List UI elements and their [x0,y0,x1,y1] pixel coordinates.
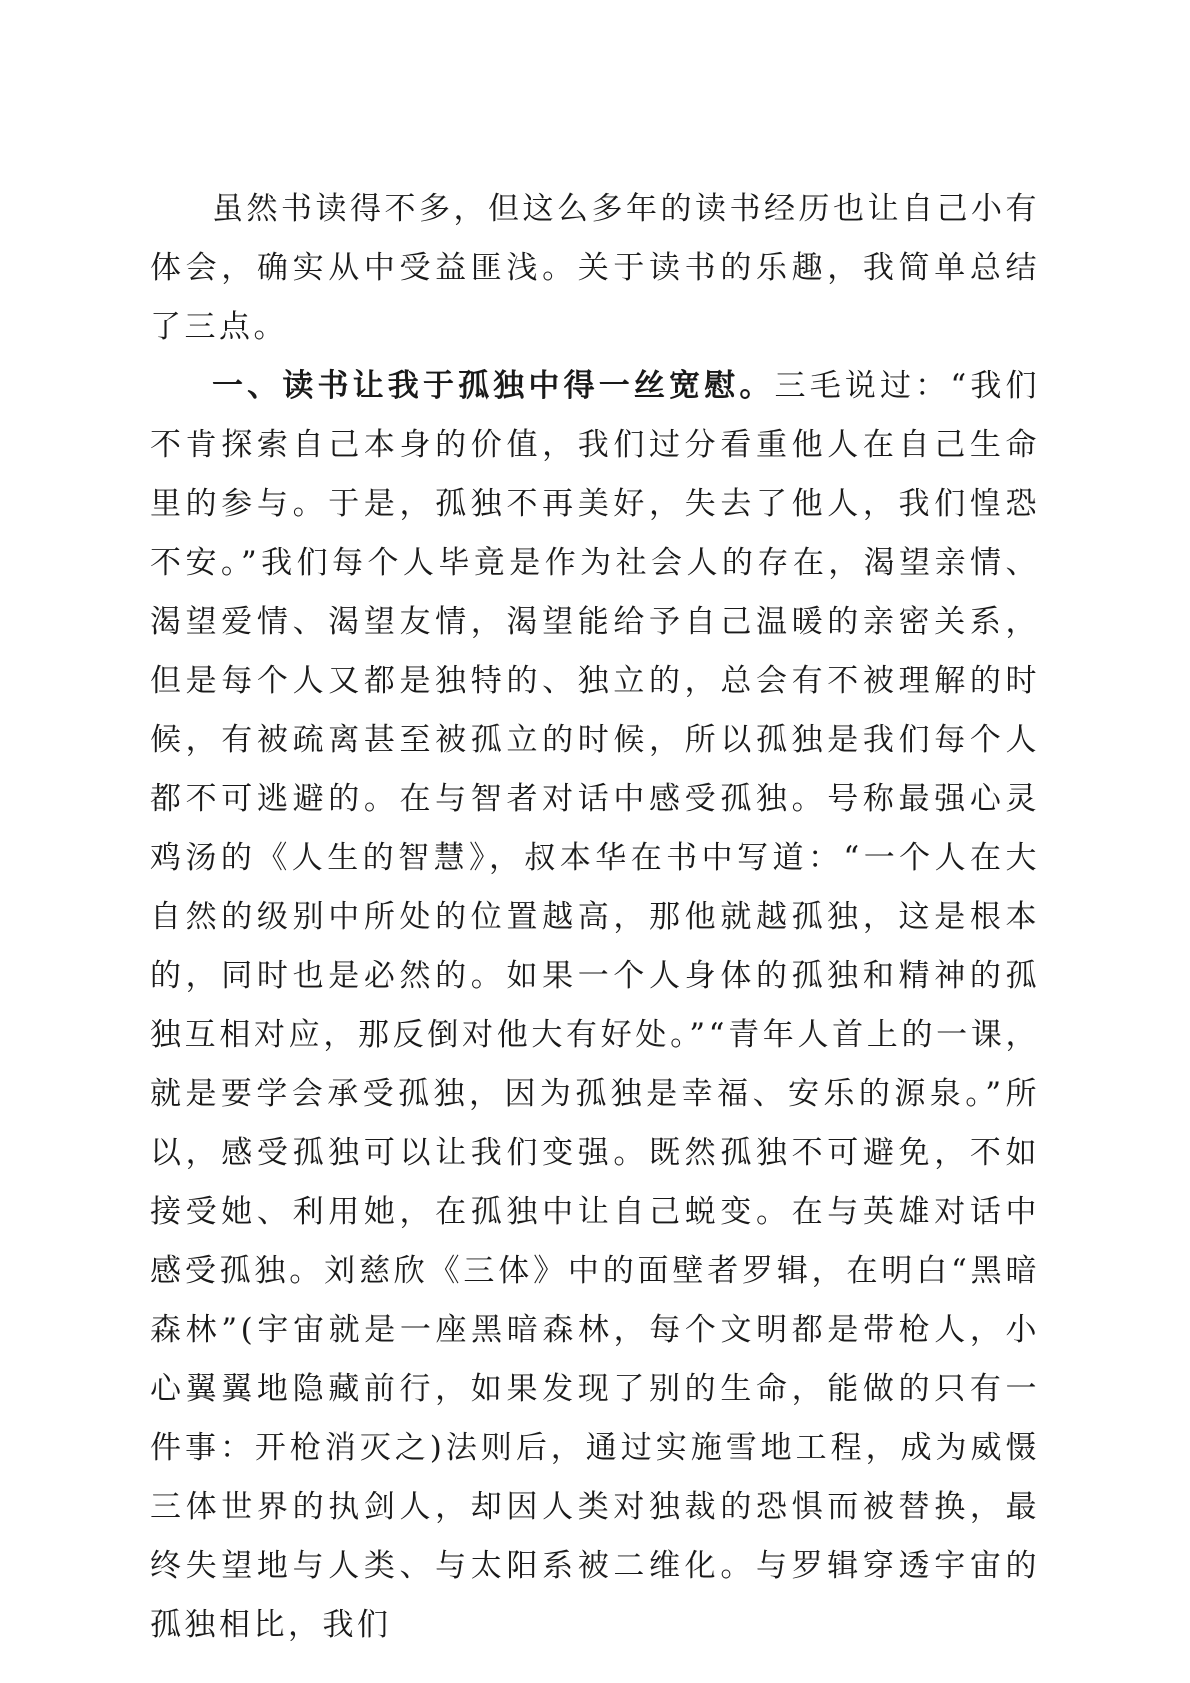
intro-paragraph-text: 虽然书读得不多，但这么多年的读书经历也让自己小有体会，确实从中受益匪浅。关于读书的乐趣，我简单总结了三点。 [150,191,1040,345]
intro-paragraph [150,180,1040,357]
section-one-heading: 一、读书让我于孤独中得一丝宽慰。 [212,368,775,404]
section-one-paragraph [150,357,1040,1655]
section-one-text: 三毛说过：“我们不肯探索自己本身的价值，我们过分看重他人在自己生命里的参与。于是，孤独不再美好，失去了他人，我们惶恐不安。”我们每个人毕竟是作为社会人的存在，渴望亲情、渴望爱情、渴望友情，渴望能给予自己温暖的亲密关系，但是每个人又都是独特的、独立的，总会有不被理解的时候，有被疏离甚至被孤立的时候，所以孤独是我们每个人都不可逃避的。在与智者对话中感受孤独。号称最强心灵鸡汤的《人生的智慧》，叔本华在书中写道：“一个人在大自然的级别中所处的位置越高，那他就越孤独，这是根本的，同时也是必然的。如果一个人身体的孤独和精神的孤独互相对应，那反倒对他大有好处。”“青年人首上的一课，就是要学会承受孤独，因为孤独是幸福、安乐的源泉。”所以，感受孤独可以让我们变强。既然孤独不可避免，不如接受她、利用她，在孤独中让自己蜕变。在与英雄对话中感受孤独。刘慈欣《三体》中的面壁者罗辑，在明白“黑暗森林”(宇宙就是一座黑暗森林，每个文明都是带枪人，小心翼翼地隐藏前行，如果发现了别的生命，能做的只有一件事：开枪消灭之)法则后，通过实施雪地工程，成为威慑三体世界的执剑人，却因人类对独裁的恐惧而被替换，最终失望地与人类、与太阳系被二维化。与罗辑穿透宇宙的孤独相比，我们 [150,368,1040,1643]
body-text [150,180,1040,1655]
